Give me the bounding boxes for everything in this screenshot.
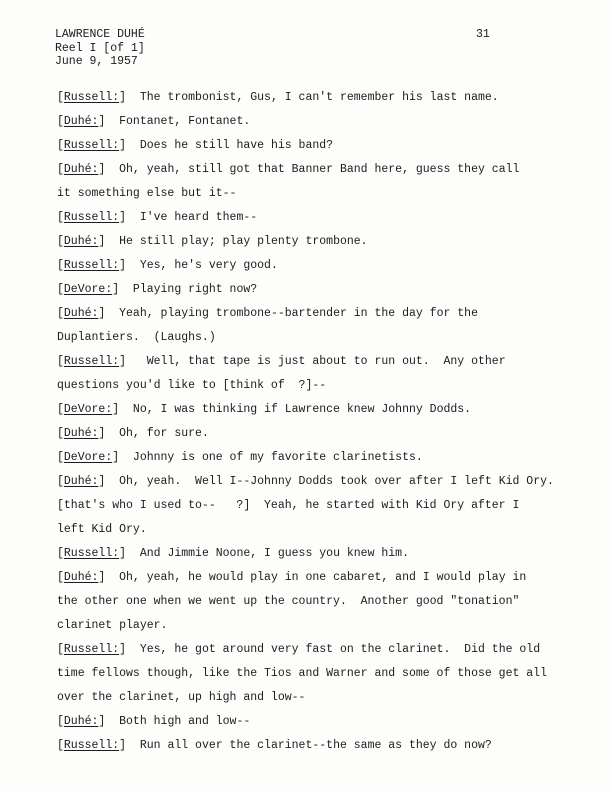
speaker-bracket-close: ] <box>119 91 127 104</box>
speaker-bracket-close: ] <box>98 475 106 488</box>
speaker-bracket-close: ] <box>98 427 106 440</box>
line-text: the other one when we went up the country. Another good "tonation" <box>57 595 520 608</box>
speaker-bracket-close: ] <box>119 139 127 152</box>
line-text: Both high and low-- <box>105 715 251 728</box>
line-text: Playing right now? <box>119 283 258 296</box>
speaker-bracket-open: [ <box>57 739 64 752</box>
transcript-line <box>57 206 587 230</box>
speaker-label: DeVore: <box>63 283 113 296</box>
speaker-label: Duhé: <box>63 427 99 440</box>
transcript-line <box>57 614 587 638</box>
line-text: clarinet player. <box>57 619 168 632</box>
speaker-bracket-open: [ <box>57 451 64 464</box>
transcript-line <box>57 470 587 494</box>
transcript-line <box>57 134 587 158</box>
speaker-bracket-close: ] <box>119 259 127 272</box>
speaker-label: DeVore: <box>63 403 113 416</box>
speaker-label: Russell: <box>63 259 120 272</box>
speaker-label: Duhé: <box>63 235 99 248</box>
speaker-label: Duhé: <box>63 163 99 176</box>
transcript-line <box>57 398 587 422</box>
line-text: [that's who I used to-- ?] Yeah, he started with Kid Ory after I <box>57 499 520 512</box>
transcript-line <box>57 422 587 446</box>
transcript-line <box>57 446 587 470</box>
speaker-label: Duhé: <box>63 475 99 488</box>
speaker-bracket-open: [ <box>57 163 64 176</box>
line-text: left Kid Ory. <box>57 523 147 536</box>
transcript-line <box>57 518 587 542</box>
line-text: Duplantiers. (Laughs.) <box>57 331 216 344</box>
speaker-bracket-close: ] <box>98 307 106 320</box>
transcript-line <box>57 230 587 254</box>
speaker-bracket-open: [ <box>57 571 64 584</box>
line-text: Oh, for sure. <box>105 427 209 440</box>
speaker-label: Russell: <box>63 139 120 152</box>
interview-date: June 9, 1957 <box>55 55 138 68</box>
line-text: He still play; play plenty trombone. <box>105 235 368 248</box>
speaker-bracket-open: [ <box>57 115 64 128</box>
line-text: Yes, he got around very fast on the clarinet. Did the old <box>126 643 541 656</box>
line-text: questions you'd like to [think of ?]-- <box>57 379 327 392</box>
speaker-label: Duhé: <box>63 571 99 584</box>
line-text: Run all over the clarinet--the same as they do now? <box>126 739 492 752</box>
line-text: it something else but it-- <box>57 187 237 200</box>
speaker-bracket-open: [ <box>57 427 64 440</box>
line-text: And Jimmie Noone, I guess you knew him. <box>126 547 409 560</box>
line-text: No, I was thinking if Lawrence knew Johnny Dodds. <box>119 403 472 416</box>
line-text: Oh, yeah, still got that Banner Band here, guess they call <box>105 163 520 176</box>
transcript-line <box>57 350 587 374</box>
line-text: Oh, yeah, he would play in one cabaret, and I would play in <box>105 571 527 584</box>
speaker-bracket-open: [ <box>57 355 64 368</box>
speaker-bracket-close: ] <box>98 715 106 728</box>
speaker-bracket-close: ] <box>98 163 106 176</box>
speaker-bracket-close: ] <box>119 355 127 368</box>
speaker-bracket-close: ] <box>98 571 106 584</box>
speaker-bracket-close: ] <box>98 115 106 128</box>
transcript-line <box>57 686 587 710</box>
speaker-label: Russell: <box>63 739 120 752</box>
speaker-bracket-close: ] <box>112 451 120 464</box>
speaker-label: DeVore: <box>63 451 113 464</box>
speaker-label: Duhé: <box>63 715 99 728</box>
transcript-body <box>57 86 587 758</box>
reel-label: Reel I [of 1] <box>55 41 145 55</box>
speaker-bracket-close: ] <box>119 547 127 560</box>
speaker-label: Duhé: <box>63 115 99 128</box>
transcript-line <box>57 302 587 326</box>
transcript-line <box>57 662 587 686</box>
speaker-label: Russell: <box>63 547 120 560</box>
line-text: Johnny is one of my favorite clarinetists. <box>119 451 423 464</box>
transcript-line <box>57 278 587 302</box>
speaker-label: Russell: <box>63 211 120 224</box>
speaker-bracket-open: [ <box>57 91 64 104</box>
interviewee-name: LAWRENCE DUHÉ <box>55 28 145 41</box>
speaker-label: Duhé: <box>63 307 99 320</box>
speaker-label: Russell: <box>63 355 120 368</box>
speaker-bracket-open: [ <box>57 715 64 728</box>
speaker-bracket-open: [ <box>57 307 64 320</box>
transcript-line <box>57 254 587 278</box>
speaker-bracket-close: ] <box>119 739 127 752</box>
transcript-line <box>57 326 587 350</box>
speaker-label: Russell: <box>63 91 120 104</box>
line-text: Well, that tape is just about to run out. Any other <box>126 355 506 368</box>
transcript-line <box>57 158 587 182</box>
speaker-label: Russell: <box>63 643 120 656</box>
transcript-line <box>57 182 587 206</box>
speaker-bracket-close: ] <box>112 403 120 416</box>
transcript-line <box>57 590 587 614</box>
line-text: Yeah, playing trombone--bartender in the day for the <box>105 307 478 320</box>
transcript-line <box>57 542 587 566</box>
speaker-bracket-open: [ <box>57 211 64 224</box>
transcript-line <box>57 566 587 590</box>
line-text: I've heard them-- <box>126 211 258 224</box>
transcript-line <box>57 734 587 758</box>
speaker-bracket-open: [ <box>57 475 64 488</box>
speaker-bracket-close: ] <box>112 283 120 296</box>
transcript-line <box>57 374 587 398</box>
transcript-line <box>57 638 587 662</box>
transcript-line <box>57 86 587 110</box>
line-text: Fontanet, Fontanet. <box>105 115 251 128</box>
speaker-bracket-close: ] <box>98 235 106 248</box>
speaker-bracket-close: ] <box>119 643 127 656</box>
transcript-line <box>57 110 587 134</box>
speaker-bracket-open: [ <box>57 259 64 272</box>
transcript-line <box>57 494 587 518</box>
line-text: Does he still have his band? <box>126 139 334 152</box>
speaker-bracket-open: [ <box>57 547 64 560</box>
line-text: The trombonist, Gus, I can't remember his last name. <box>126 91 499 104</box>
speaker-bracket-open: [ <box>57 139 64 152</box>
line-text: over the clarinet, up high and low-- <box>57 691 306 704</box>
speaker-bracket-open: [ <box>57 235 64 248</box>
page-number: 31 <box>476 28 490 41</box>
transcript-line <box>57 710 587 734</box>
document-header <box>55 28 145 69</box>
speaker-bracket-open: [ <box>57 643 64 656</box>
line-text: Yes, he's very good. <box>126 259 278 272</box>
speaker-bracket-close: ] <box>119 211 127 224</box>
speaker-bracket-open: [ <box>57 403 64 416</box>
speaker-bracket-open: [ <box>57 283 64 296</box>
line-text: Oh, yeah. Well I--Johnny Dodds took over after I left Kid Ory. <box>105 475 554 488</box>
line-text: time fellows though, like the Tios and Warner and some of those get all <box>57 667 547 680</box>
